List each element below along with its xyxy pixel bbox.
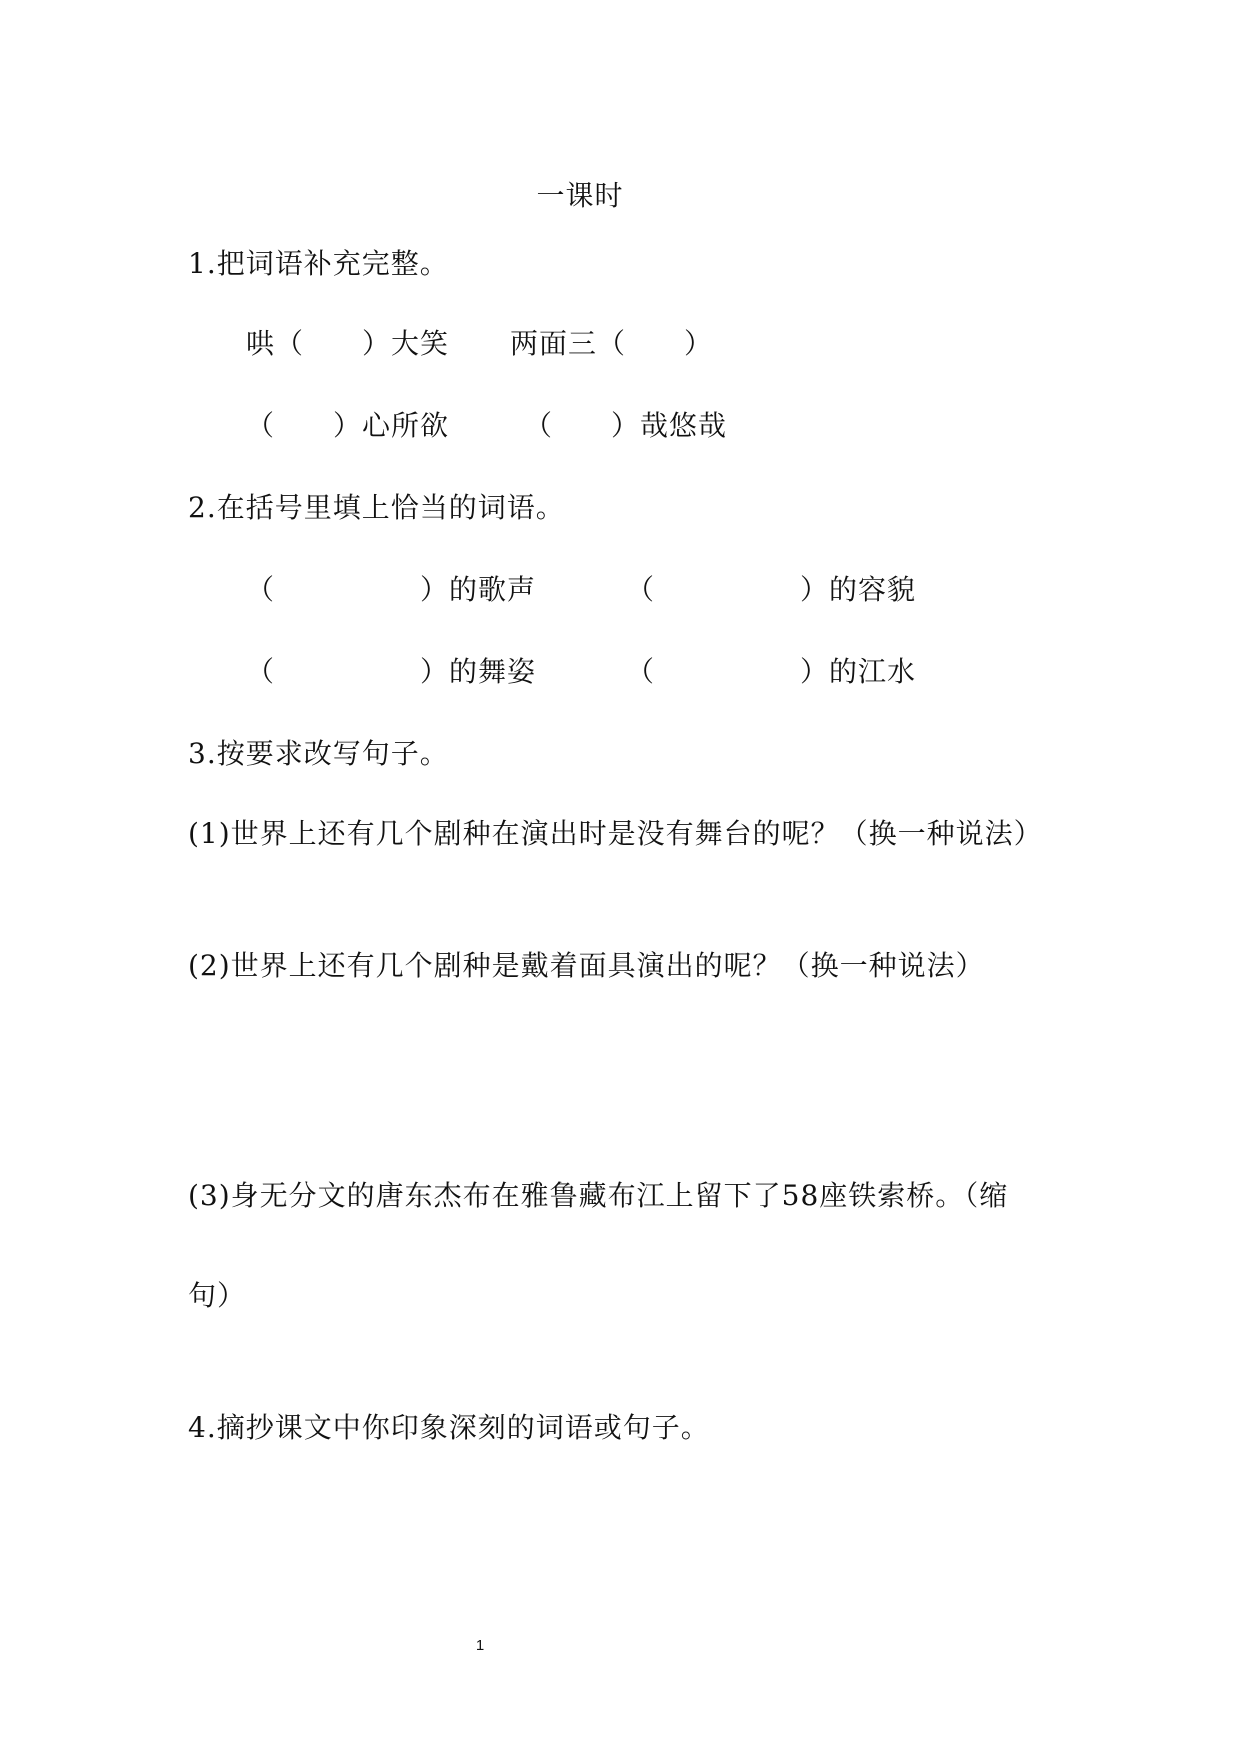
question-4-heading: 4.摘抄课文中你印象深刻的词语或句子。 [188, 1411, 710, 1444]
q2-blank-item-2: （ ）的容貌 [626, 573, 917, 606]
q1-blank-item-4: （ ）哉悠哉 [524, 409, 728, 442]
question-2-heading: 2.在括号里填上恰当的词语。 [188, 491, 565, 524]
q2-blank-item-3: （ ）的舞姿 [246, 655, 537, 688]
q1-blank-item-1: 哄（ ）大笑 [246, 327, 450, 360]
q3-sentence-3-continued: 句） [188, 1279, 247, 1312]
page-title: 一课时 [536, 179, 624, 212]
q3-sentence-1: (1)世界上还有几个剧种在演出时是没有舞台的呢？（换一种说法） [188, 817, 1043, 850]
page-number: 1 [475, 1637, 485, 1654]
q3-sentence-3: (3)身无分文的唐东杰布在雅鲁藏布江上留下了58座铁索桥。（缩 [188, 1179, 1009, 1212]
q3-sentence-2: (2)世界上还有几个剧种是戴着面具演出的呢？（换一种说法） [188, 949, 985, 982]
q2-blank-item-1: （ ）的歌声 [246, 573, 537, 606]
q1-blank-item-2: 两面三（ ） [510, 327, 714, 360]
q1-blank-item-3: （ ）心所欲 [246, 409, 450, 442]
q2-blank-item-4: （ ）的江水 [626, 655, 917, 688]
question-3-heading: 3.按要求改写句子。 [188, 737, 449, 770]
question-1-heading: 1.把词语补充完整。 [188, 247, 449, 280]
